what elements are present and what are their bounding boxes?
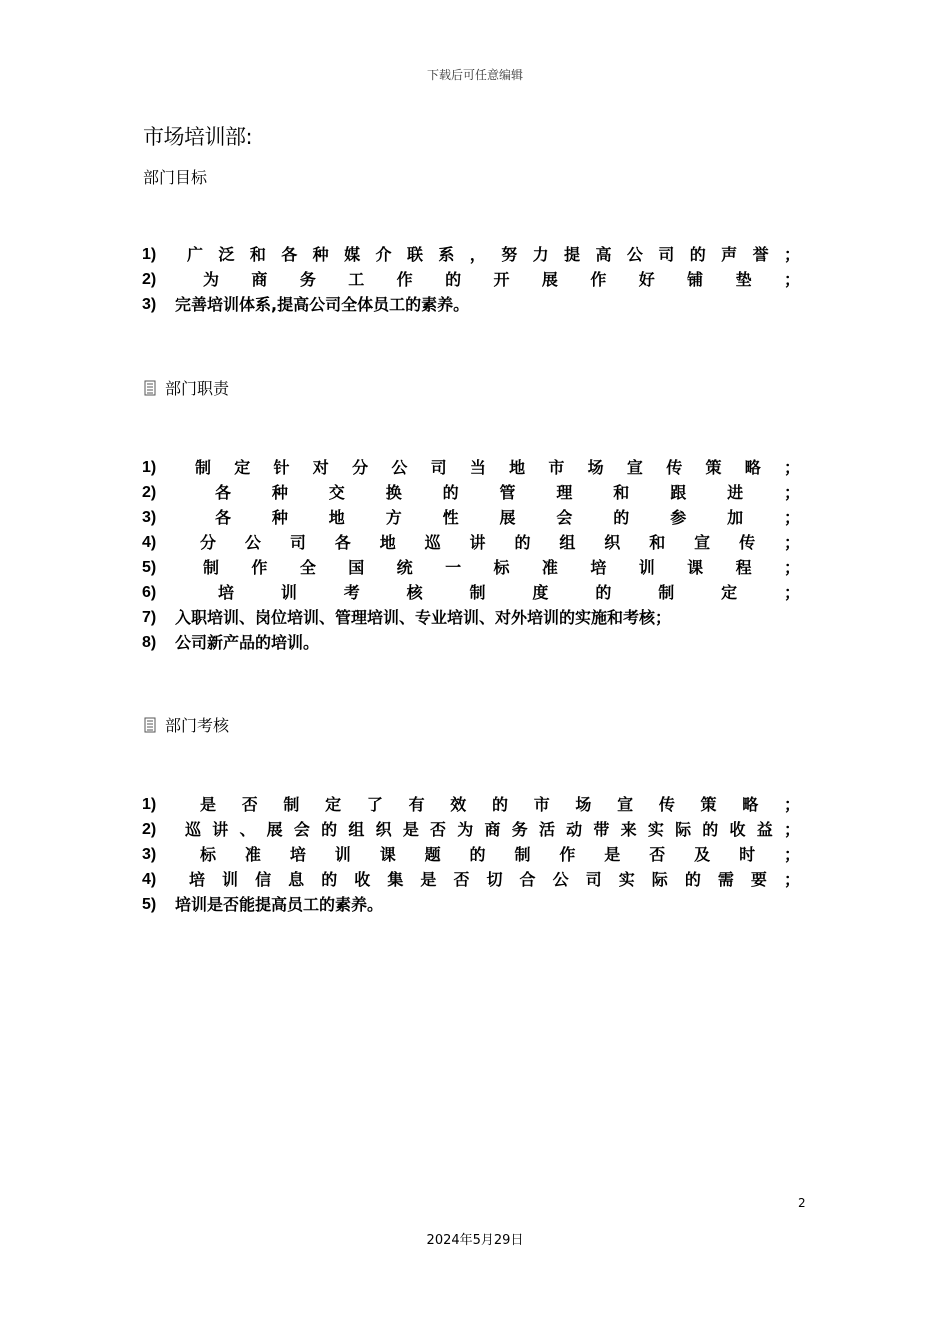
list-item <box>142 817 800 842</box>
goals-heading: 部门目标 <box>143 168 208 187</box>
assessment-heading-label: 部门考核 <box>165 716 230 735</box>
list-item <box>142 892 800 917</box>
duties-list <box>142 455 800 655</box>
list-item <box>142 792 800 817</box>
item-number: 4) <box>142 534 157 551</box>
item-number: 4) <box>142 871 157 888</box>
item-number: 5) <box>142 896 157 913</box>
list-item <box>142 630 800 655</box>
item-text: 分公司各地巡讲的组织和宣传； <box>200 533 800 552</box>
footer-date: 2024年5月29日 <box>426 1233 524 1248</box>
goals-list <box>142 242 800 317</box>
item-number: 1) <box>142 459 157 476</box>
list-item <box>142 267 800 292</box>
item-text: 培训是否能提高员工的素养。 <box>175 895 384 914</box>
list-item <box>142 505 800 530</box>
list-item <box>142 455 800 480</box>
item-number: 1) <box>142 796 157 813</box>
item-text: 为商务工作的开展作好铺垫； <box>203 270 800 289</box>
item-number: 2) <box>142 271 157 288</box>
document-icon <box>143 717 157 733</box>
item-text: 巡讲、展会的组织是否为商务活动带来实际的收益； <box>185 820 800 839</box>
assessment-heading <box>143 713 229 736</box>
page-header: 下载后可任意编辑 <box>426 68 523 82</box>
list-item <box>142 480 800 505</box>
duties-heading-label: 部门职责 <box>165 379 230 398</box>
item-number: 2) <box>142 821 157 838</box>
duties-heading <box>143 376 229 399</box>
item-number: 3) <box>142 296 157 313</box>
item-text: 标准培训课题的制作是否及时； <box>200 845 800 864</box>
list-item <box>142 292 800 317</box>
list-item <box>142 867 800 892</box>
list-item <box>142 605 800 630</box>
item-text: 各种地方性展会的参加； <box>215 508 800 527</box>
item-number: 5) <box>142 559 157 576</box>
item-number: 2) <box>142 484 157 501</box>
list-item <box>142 555 800 580</box>
item-text: 公司新产品的培训。 <box>175 633 320 652</box>
item-text: 入职培训、岗位培训、管理培训、专业培训、对外培训的实施和考核； <box>175 608 672 627</box>
item-number: 3) <box>142 509 157 526</box>
list-item <box>142 242 800 267</box>
item-number: 3) <box>142 846 157 863</box>
document-icon <box>143 380 157 396</box>
item-number: 1) <box>142 246 157 263</box>
item-text: 广泛和各种媒介联系，努力提高公司的声誉； <box>187 245 800 264</box>
assessment-list <box>142 792 800 917</box>
item-text: 制定针对分公司当地市场宣传策略； <box>195 458 800 477</box>
item-number: 7) <box>142 609 157 626</box>
item-text: 完善培训体系,提高公司全体员工的素养。 <box>175 295 470 314</box>
page-title: 市场培训部: <box>143 125 253 149</box>
item-text: 培训信息的收集是否切合公司实际的需要； <box>189 870 800 889</box>
item-text: 是否制定了有效的市场宣传策略； <box>200 795 800 814</box>
list-item <box>142 530 800 555</box>
item-text: 各种交换的管理和跟进； <box>215 483 800 502</box>
item-number: 6) <box>142 584 157 601</box>
list-item <box>142 842 800 867</box>
item-number: 8) <box>142 634 157 651</box>
item-text: 培训考核制度的制定； <box>218 583 800 602</box>
list-item <box>142 580 800 605</box>
item-text: 制作全国统一标准培训课程； <box>203 558 800 577</box>
page-number: 2 <box>798 1196 806 1210</box>
